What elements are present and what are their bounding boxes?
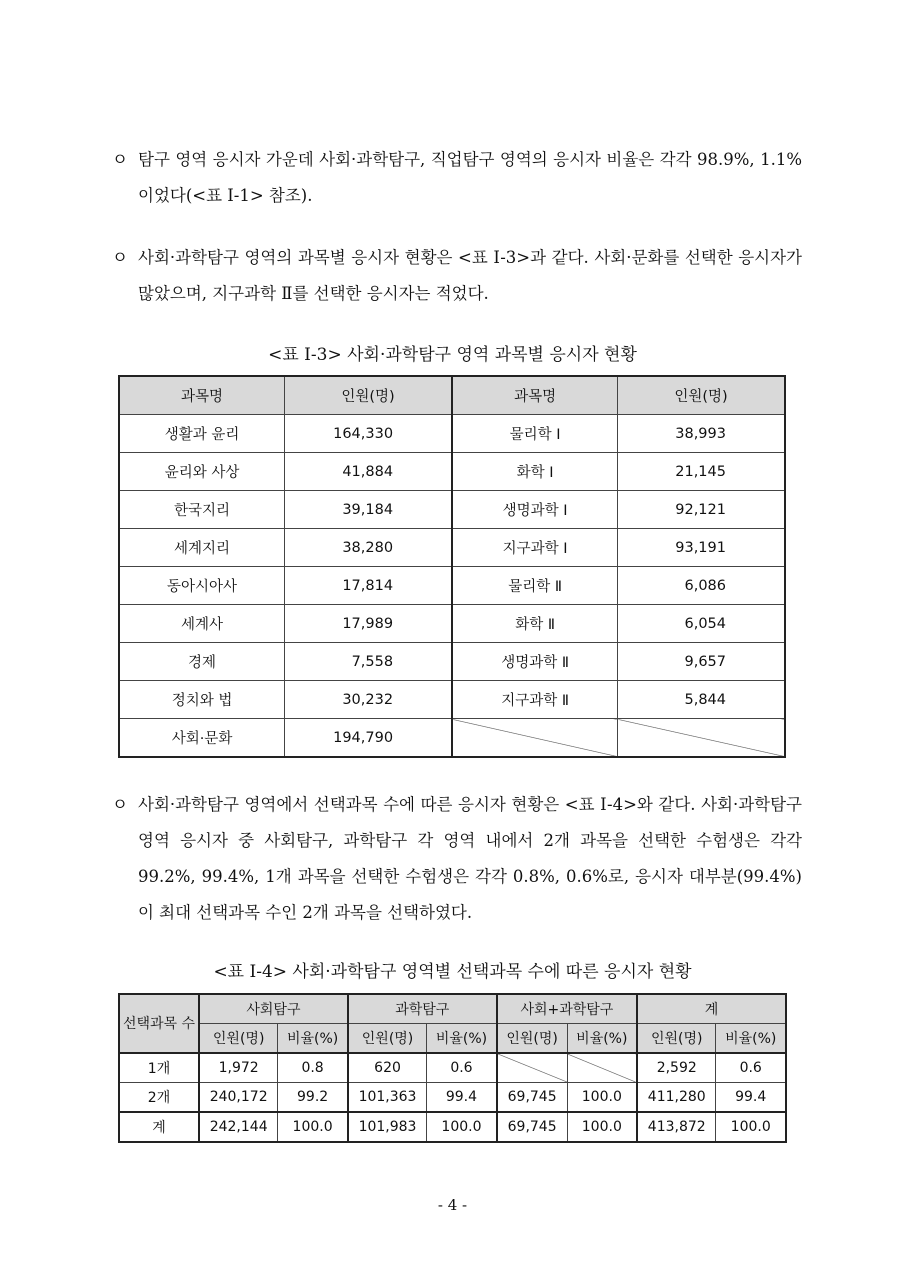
count-cell: 93,191 [618, 529, 785, 567]
ratio-cell: 100.0 [427, 1112, 497, 1142]
column-header: 비율(%) [716, 1024, 786, 1054]
count-cell: 39,184 [285, 491, 453, 529]
paragraph-3 [112, 787, 802, 931]
bullet: ㅇ [112, 150, 128, 169]
empty-diagonal-cell [452, 719, 618, 758]
count-cell: 5,844 [618, 681, 785, 719]
subject-cell: 지구과학 Ⅱ [452, 681, 618, 719]
table3-caption: <표 Ⅰ-3> 사회·과학탐구 영역 과목별 응시자 현황 [268, 345, 637, 365]
subject-cell: 지구과학 Ⅰ [452, 529, 618, 567]
table-header-row [119, 376, 785, 415]
count-cell: 6,086 [618, 567, 785, 605]
count-cell: 242,144 [199, 1112, 278, 1142]
count-cell: 69,745 [497, 1112, 567, 1142]
ratio-cell: 100.0 [567, 1083, 637, 1113]
column-header: 과목명 [119, 376, 285, 415]
count-cell: 17,989 [285, 605, 453, 643]
count-cell: 164,330 [285, 415, 453, 453]
table-subheader-row [119, 1024, 786, 1054]
subject-cell: 경제 [119, 643, 285, 681]
page-number: - 4 - [437, 1196, 468, 1214]
ratio-cell: 99.4 [427, 1083, 497, 1113]
row-label: 2개 [119, 1083, 199, 1113]
ratio-cell: 100.0 [567, 1112, 637, 1142]
subject-cell: 화학 Ⅱ [452, 605, 618, 643]
count-cell: 30,232 [285, 681, 453, 719]
subject-cell: 물리학 Ⅱ [452, 567, 618, 605]
bullet: ㅇ [112, 248, 128, 267]
subject-cell: 생명과학 Ⅰ [452, 491, 618, 529]
table-row [119, 529, 785, 567]
count-cell: 6,054 [618, 605, 785, 643]
column-header: 비율(%) [567, 1024, 637, 1054]
count-cell: 17,814 [285, 567, 453, 605]
empty-diagonal-cell [497, 1053, 567, 1083]
count-cell: 38,280 [285, 529, 453, 567]
table4-caption: <표 Ⅰ-4> 사회·과학탐구 영역별 선택과목 수에 따른 응시자 현황 [213, 962, 692, 982]
subject-cell: 윤리와 사상 [119, 453, 285, 491]
count-cell: 194,790 [285, 719, 453, 758]
table-row [119, 643, 785, 681]
ratio-cell: 100.0 [716, 1112, 786, 1142]
table-row [119, 567, 785, 605]
ratio-cell: 99.2 [278, 1083, 348, 1113]
table-row [119, 491, 785, 529]
count-cell: 240,172 [199, 1083, 278, 1113]
subject-cell: 세계사 [119, 605, 285, 643]
selection-count-table [118, 993, 787, 1143]
paragraph-text: 탐구 영역 응시자 가운데 사회·과학탐구, 직업탐구 영역의 응시자 비율은 각각 98.9%, 1.1%이었다(<표 Ⅰ-1> 참조). [138, 150, 802, 205]
column-header: 과목명 [452, 376, 618, 415]
count-cell: 413,872 [637, 1112, 716, 1142]
empty-diagonal-cell [567, 1053, 637, 1083]
subject-cell: 사회·문화 [119, 719, 285, 758]
subject-applicants-table [118, 375, 786, 758]
column-header: 인원(명) [199, 1024, 278, 1054]
table-row [119, 719, 785, 758]
count-cell: 38,993 [618, 415, 785, 453]
table-row [119, 1053, 786, 1083]
table-row [119, 1112, 786, 1142]
subject-cell: 화학 Ⅰ [452, 453, 618, 491]
table-row [119, 681, 785, 719]
subject-cell: 정치와 법 [119, 681, 285, 719]
count-cell: 411,280 [637, 1083, 716, 1113]
count-cell: 69,745 [497, 1083, 567, 1113]
ratio-cell: 99.4 [716, 1083, 786, 1113]
subject-cell: 한국지리 [119, 491, 285, 529]
column-header: 인원(명) [637, 1024, 716, 1054]
ratio-cell: 0.6 [716, 1053, 786, 1083]
table-row [119, 1083, 786, 1113]
count-cell: 620 [348, 1053, 427, 1083]
group-header: 사회탐구 [199, 994, 348, 1024]
column-header: 인원(명) [497, 1024, 567, 1054]
paragraph-text: 사회·과학탐구 영역에서 선택과목 수에 따른 응시자 현황은 <표 Ⅰ-4>와 같다. 사회·과학탐구 영역 응시자 중 사회탐구, 과학탐구 각 영역 내에서 2개 과목을 선택한 수험생은 각각 99.2%, 99.4%, 1개 과목을 선택한 수험생은 각각 0.8%, 0.6%로, 응시자 대부분(99.4%)이 최대 선택과목 수인 2개 과목을 선택하였다. [138, 795, 802, 922]
count-cell: 7,558 [285, 643, 453, 681]
table-header-row [119, 994, 786, 1024]
subject-cell: 생명과학 Ⅱ [452, 643, 618, 681]
subject-cell: 동아시아사 [119, 567, 285, 605]
count-cell: 21,145 [618, 453, 785, 491]
paragraph-1 [112, 142, 802, 214]
count-cell: 101,983 [348, 1112, 427, 1142]
count-cell: 41,884 [285, 453, 453, 491]
bullet: ㅇ [112, 795, 128, 814]
count-cell: 92,121 [618, 491, 785, 529]
column-header: 비율(%) [278, 1024, 348, 1054]
count-cell: 2,592 [637, 1053, 716, 1083]
subject-cell: 물리학 Ⅰ [452, 415, 618, 453]
table-row [119, 415, 785, 453]
row-label: 1개 [119, 1053, 199, 1083]
group-header: 계 [637, 994, 786, 1024]
table-row [119, 453, 785, 491]
count-cell: 1,972 [199, 1053, 278, 1083]
corner-header: 선택과목 수 [119, 994, 199, 1053]
count-cell: 9,657 [618, 643, 785, 681]
column-header: 인원(명) [348, 1024, 427, 1054]
paragraph-2 [112, 240, 802, 312]
row-label: 계 [119, 1112, 199, 1142]
ratio-cell: 0.8 [278, 1053, 348, 1083]
subject-cell: 생활과 윤리 [119, 415, 285, 453]
count-cell: 101,363 [348, 1083, 427, 1113]
column-header: 비율(%) [427, 1024, 497, 1054]
ratio-cell: 0.6 [427, 1053, 497, 1083]
ratio-cell: 100.0 [278, 1112, 348, 1142]
column-header: 인원(명) [285, 376, 453, 415]
empty-diagonal-cell [618, 719, 785, 758]
group-header: 과학탐구 [348, 994, 497, 1024]
group-header: 사회+과학탐구 [497, 994, 637, 1024]
paragraph-text: 사회·과학탐구 영역의 과목별 응시자 현황은 <표 Ⅰ-3>과 같다. 사회·문화를 선택한 응시자가 많았으며, 지구과학 Ⅱ를 선택한 응시자는 적었다. [138, 248, 802, 303]
subject-cell: 세계지리 [119, 529, 285, 567]
table-row [119, 605, 785, 643]
column-header: 인원(명) [618, 376, 785, 415]
